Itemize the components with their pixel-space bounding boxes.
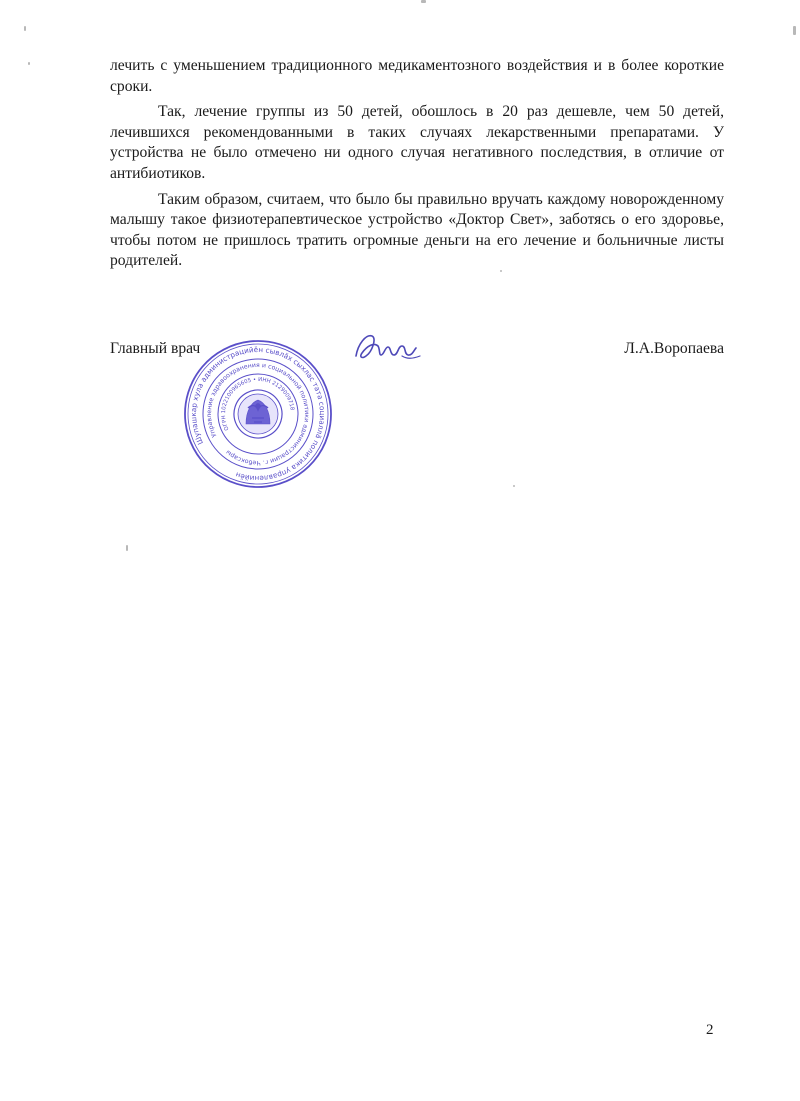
- scan-speck: [28, 62, 30, 65]
- page-number: 2: [706, 1022, 714, 1038]
- document-body: [110, 56, 724, 277]
- handwritten-signature: [352, 326, 424, 366]
- scan-speck: [513, 485, 515, 487]
- stamp-outer-text: Шупашкар хула администрацийĕн сывлăх сыхлас тата социаллă политика управленийĕн: [188, 344, 328, 484]
- paragraph-continuation: лечить с уменьшением традиционного медикаментозного воздействия и в более короткие сроки.: [110, 57, 724, 95]
- scan-speck: [24, 26, 26, 31]
- scan-speck: [421, 0, 426, 3]
- paragraph-conclusion: Таким образом, считаем, что было бы правильно вручать каждому новорожденному малышу такое физиотерапевтическое устройство «Доктор Свет», заботясь о его здоровье, чтобы потом не пришлось тратить огромные деньги на его лечение и больничные листы родителей.: [110, 190, 724, 270]
- official-stamp: [182, 338, 334, 490]
- stamp-center-ring-text: ОГРН 1022100965605 • ИНН 2129009718: [220, 376, 295, 432]
- scan-speck: [500, 270, 502, 272]
- signer-title: Главный врач: [110, 340, 201, 357]
- signer-name: Л.А.Воропаева: [624, 340, 724, 357]
- scan-speck: [126, 545, 128, 551]
- stamp-inner-text: Управление здравоохранения и социальной политики администрации г. Чебоксары: [205, 361, 311, 467]
- stamp-emblem-icon: [238, 394, 278, 434]
- paragraph-cost-comparison: Так, лечение группы из 50 детей, обошлось в 20 раз дешевле, чем 50 детей, лечившихся рекомендованными в таких случаях лекарственными препаратами. У устройства не было отмечено ни одного случая негативного последствия, в отличие от антибиотиков.: [110, 103, 724, 182]
- scan-speck: [793, 26, 796, 35]
